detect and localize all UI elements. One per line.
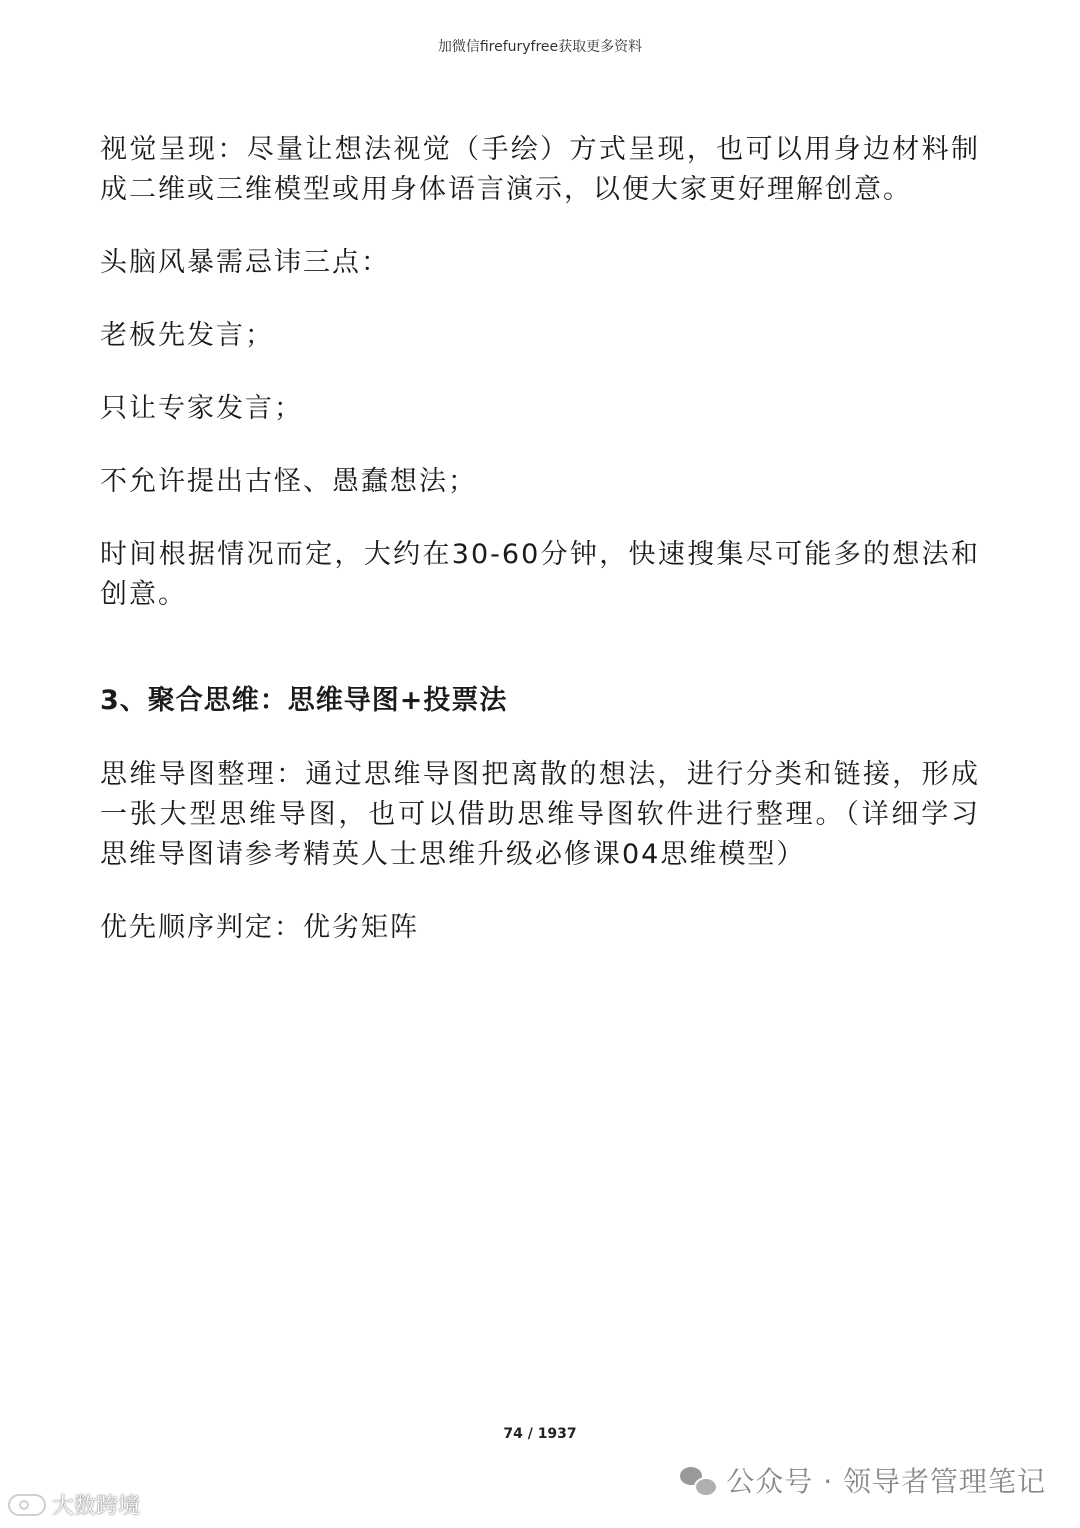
paragraph-boss-speaks-first: 老板先发言；: [100, 320, 274, 351]
paragraph-only-experts: 只让专家发言；: [100, 393, 303, 424]
paragraph-brainstorm-taboos: 头脑风暴需忌讳三点：: [100, 247, 390, 278]
paragraph-priority: 优先顺序判定：优劣矩阵: [100, 912, 419, 943]
page-number: 74 / 1937: [503, 1426, 577, 1442]
wechat-icon: [680, 1465, 716, 1495]
paragraph-mindmap: 思维导图整理：通过思维导图把离散的想法，进行分类和链接，形成一张大型思维导图，也可以借助思维导图软件进行整理。（详细学习思维导图请参考精英人士思维升级必修课04思维模型）: [100, 759, 980, 870]
header-note: 加微信firefuryfree获取更多资料: [437, 39, 643, 55]
section-heading: 3、聚合思维：思维导图+投票法: [100, 685, 508, 716]
wechat-account-label: 公众号 · 领导者管理笔记: [726, 1465, 1046, 1498]
corner-watermark: [8, 1489, 140, 1520]
paragraph-no-odd-ideas: 不允许提出古怪、愚蠢想法；: [100, 466, 477, 497]
wechat-watermark: [680, 1460, 1046, 1500]
document-body: [100, 130, 980, 981]
corner-watermark-label: 大数跨境: [52, 1494, 141, 1519]
logo-icon: [8, 1494, 46, 1516]
paragraph-time-duration: 时间根据情况而定，大约在30-60分钟，快速搜集尽可能多的想法和创意。: [100, 539, 980, 610]
paragraph-visual-presentation: 视觉呈现：尽量让想法视觉（手绘）方式呈现，也可以用身边材料制成二维或三维模型或用身体语言演示，以便大家更好理解创意。: [100, 134, 980, 205]
